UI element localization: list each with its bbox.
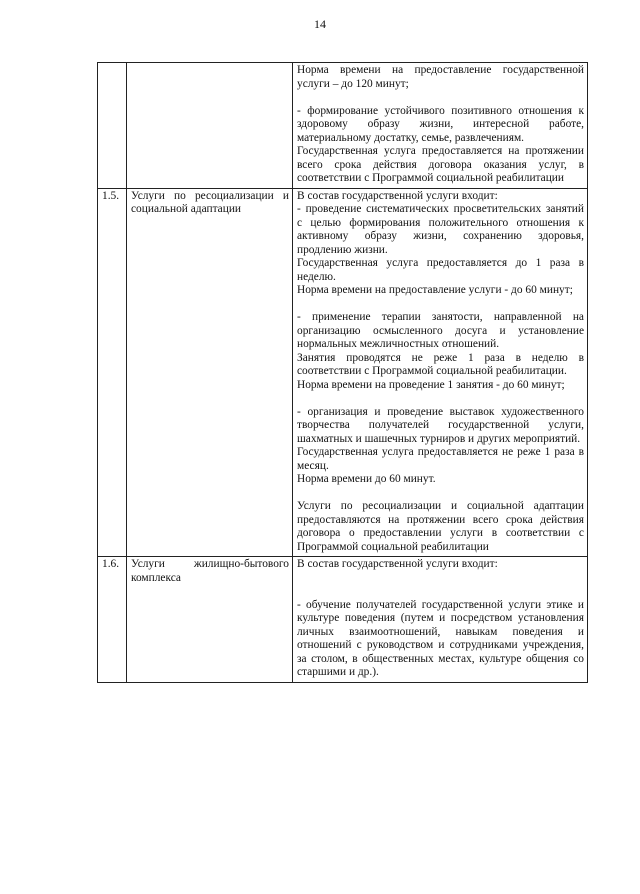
services-table xyxy=(97,62,588,683)
description-paragraph: В состав государственной услуги входит: xyxy=(297,189,498,202)
description-paragraph: - проведение систематических просветительских занятий с целью формирования положительного отношения к активному образу жизни, сохранению здоровья, продлению жизни. xyxy=(297,203,584,256)
service-description xyxy=(293,557,588,683)
table-row xyxy=(98,63,588,189)
description-paragraph: Норма времени на предоставление услуги - до 60 минут; xyxy=(297,284,573,296)
description-paragraph: Занятия проводятся не реже 1 раза в неделю в соответствии с Программой социальной реабилитации. xyxy=(297,351,584,377)
row-number: 1.5. xyxy=(98,188,127,557)
table-row xyxy=(98,188,588,557)
service-name: Услуги жилищно-бытового комплекса xyxy=(127,557,293,683)
service-name xyxy=(127,63,293,189)
description-paragraph: Государственная услуга предоставляется не реже 1 раза в месяц. xyxy=(297,446,584,472)
description-paragraph: - формирование устойчивого позитивного отношения к здоровому образу жизни, интересной работе, материальному достатку, семье, развлечениям. xyxy=(297,104,584,144)
description-paragraph: - применение терапии занятости, направленной на организацию осмысленного досуга и установление нормальных межличностных отношений. xyxy=(297,311,584,350)
row-number: 1.6. xyxy=(98,557,127,683)
page-number: 14 xyxy=(314,17,326,31)
description-paragraph: - обучение получателей государственной услуги этике и культуре поведения (путем и посредством установления личных взаимоотношений, навыкам поведения и отношений с руководством и сотрудниками учреждения, за столом, в общественных местах, культуре общения со старшими и др.). xyxy=(297,598,584,678)
description-paragraph: В состав государственной услуги входит: xyxy=(297,558,498,570)
table-row xyxy=(98,557,588,683)
service-name: Услуги по ресоциализации и социальной адаптации xyxy=(127,188,293,557)
service-description xyxy=(293,188,588,557)
description-paragraph: Услуги по ресоциализации и социальной адаптации предоставляются на протяжении всего срока действия договора о предоставлении услуги в соответствии с Программой социальной реабилитации xyxy=(297,500,584,553)
description-paragraph: Норма времени на проведение 1 занятия - до 60 минут; xyxy=(297,378,565,391)
description-paragraph: Норма времени на предоставление государственной услуги – до 120 минут; xyxy=(297,64,584,90)
description-paragraph: - организация и проведение выставок художественного творчества получателей государственной услуги, шахматных и шашечных турниров и других мероприятий. xyxy=(297,405,584,445)
description-paragraph: Норма времени до 60 минут. xyxy=(297,473,436,485)
description-paragraph: Государственная услуга предоставляется на протяжении всего срока действия договора оказания услуг, в соответствии с Программой социальной реабилитации xyxy=(297,145,584,184)
service-description xyxy=(293,63,588,189)
row-number xyxy=(98,63,127,189)
description-paragraph: Государственная услуга предоставляется до 1 раза в неделю. xyxy=(297,257,584,283)
